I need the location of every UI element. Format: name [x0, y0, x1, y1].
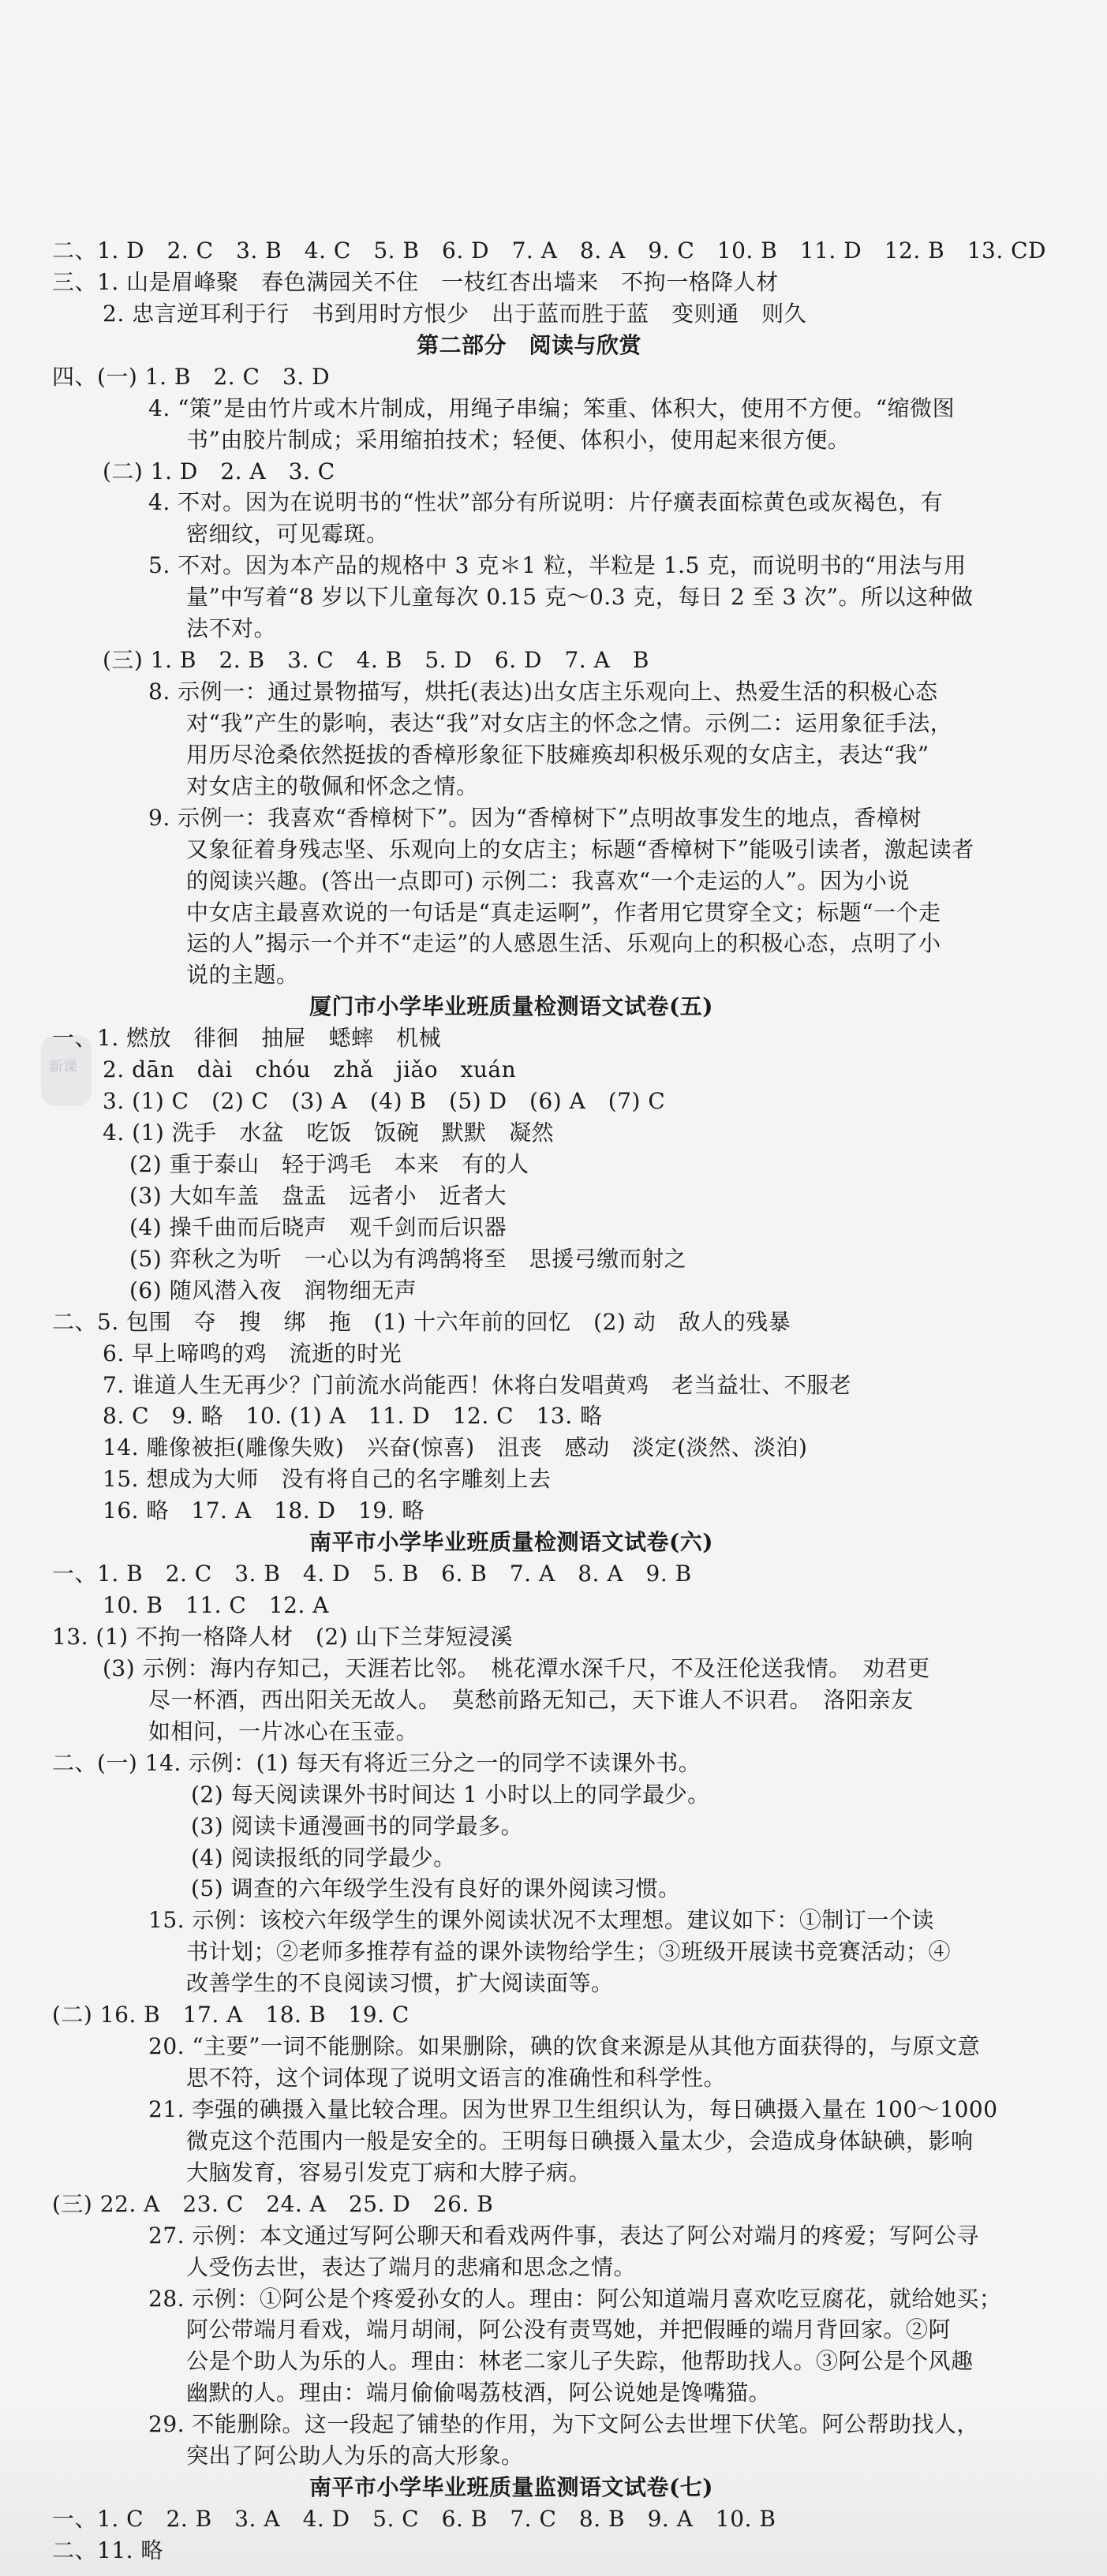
answer-line: 一、1. 燃放 徘徊 抽屉 蟋蟀 机械	[52, 1025, 442, 1051]
answer-line: (3) 阅读卡通漫画书的同学最多。	[191, 1813, 524, 1839]
answer-line: 幽默的人。理由：端月偷偷喝荔枝酒，阿公说她是馋嘴猫。	[186, 2380, 772, 2406]
answer-line: 7. 谁道人生无再少？门前流水尚能西！休将白发唱黄鸡 老当益壮、不服老	[103, 1372, 852, 1398]
answer-line: 15. 示例：该校六年级学生的课外阅读状况不太理想。建议如下：①制订一个读	[148, 1907, 934, 1933]
answer-line: 公是个助人为乐的人。理由：林老二家儿子失踪，他帮助找人。③阿公是个风趣	[186, 2348, 974, 2374]
answer-line: 三、1. 山是眉峰聚 春色满园关不住 一枝红杏出墙来 不拘一格降人材	[52, 269, 779, 295]
answer-line: (2) 每天阅读课外书时间达 1 小时以上的同学最少。	[191, 1782, 710, 1808]
answer-line: 3. (1) C (2) C (3) A (4) B (5) D (6) A (7) C	[103, 1088, 666, 1114]
answer-line: 如相问，一片冰心在玉壶。	[148, 1718, 419, 1744]
answer-line: 书计划；②老师多推荐有益的课外读物给学生；③班级开展读书竞赛活动；④	[186, 1939, 952, 1965]
answer-line: (3) 示例：海内存知己，天涯若比邻。 桃花潭水深千尺，不及汪伦送我情。 劝君更	[103, 1655, 930, 1681]
answer-line: 二、5. 包围 夺 搜 绑 拖 (1) 十六年前的回忆 (2) 动 敌人的残暴	[52, 1309, 791, 1335]
answer-line: 突出了阿公助人为乐的高大形象。	[186, 2443, 524, 2469]
answer-line: 思不符，这个词体现了说明文语言的准确性和科学性。	[186, 2065, 727, 2091]
answer-line: (二) 16. B 17. A 18. B 19. C	[52, 2002, 410, 2028]
answer-line: 尽一杯酒，西出阳关无故人。 莫愁前路无知己，天下谁人不识君。 洛阳亲友	[148, 1687, 914, 1713]
answer-line: 4. “策”是由竹片或木片制成，用绳子串编；笨重、体积大，使用不方便。“缩微图	[148, 395, 956, 421]
answer-line: 二、1. D 2. C 3. B 4. C 5. B 6. D 7. A 8. A 9. C 10. B 11. D 12. B 13. CD	[52, 237, 1046, 264]
answer-line: 28. 示例：①阿公是个疼爱孙女的人。理由：阿公知道端月喜欢吃豆腐花，就给她买；	[148, 2286, 1002, 2312]
answer-line: 27. 示例：本文通过写阿公聊天和看戏两件事，表达了阿公对端月的疼爱；写阿公寻	[148, 2223, 979, 2249]
answer-line: 二、(一) 14. 示例：(1) 每天有将近三分之一的同学不读课外书。	[52, 1750, 701, 1776]
answer-line: 书”由胶片制成；采用缩拍技术；轻便、体积小，使用起来很方便。	[186, 427, 851, 453]
answer-line: 20. “主要”一词不能删除。如果删除，碘的饮食来源是从其他方面获得的，与原文意	[148, 2033, 981, 2059]
answer-line: 4. 不对。因为在说明书的“性状”部分有所说明：片仔癀表面棕黄色或灰褐色，有	[148, 489, 944, 515]
answer-line: 14. 雕像被拒(雕像失败) 兴奋(惊喜) 沮丧 感动 淡定(淡然、淡泊)	[103, 1434, 808, 1460]
answer-line: (2) 重于泰山 轻于鸿毛 本来 有的人	[129, 1151, 529, 1177]
answer-line: 8. 示例一：通过景物描写，烘托(表达)出女店主乐观向上、热爱生活的积极心态	[148, 679, 938, 705]
answer-line: 微克这个范围内一般是安全的。王明每日碘摄入量太少，会造成身体缺碘，影响	[186, 2128, 974, 2154]
answer-line: 又象征着身残志坚、乐观向上的女店主；标题“香樟树下”能吸引读者，激起读者	[186, 836, 974, 862]
answer-line: 2. 忠言逆耳利于行 书到用时方恨少 出于蓝而胜于蓝 变则通 则久	[103, 301, 807, 327]
answer-line: 中女店主最喜欢说的一句话是“真走运啊”，作者用它贯穿全文；标题“一个走	[186, 899, 941, 925]
section-heading: 第二部分 阅读与欣赏	[417, 332, 642, 358]
answer-line: (二) 1. D 2. A 3. C	[103, 458, 335, 484]
exam-title: 南平市小学毕业班质量监测语文试卷(七)	[309, 2474, 713, 2500]
answer-line: 法不对。	[186, 615, 277, 641]
answer-line: 10. B 11. C 12. A	[103, 1592, 330, 1618]
answer-line: (4) 操千曲而后晓声 观千剑而后识器	[129, 1214, 507, 1240]
answer-line: (3) 大如车盖 盘盂 远者小 近者大	[129, 1183, 507, 1209]
answer-line: 16. 略 17. A 18. D 19. 略	[103, 1497, 424, 1524]
answer-line: 阿公带端月看戏，端月胡闹，阿公没有责骂她，并把假睡的端月背回家。②阿	[186, 2316, 952, 2342]
answer-line: 一、1. C 2. B 3. A 4. D 5. C 6. B 7. C 8. B 9. A 10. B	[52, 2506, 776, 2532]
answer-line: (三) 22. A 23. C 24. A 25. D 26. B	[52, 2191, 494, 2217]
answer-line: (5) 调查的六年级学生没有良好的课外阅读习惯。	[191, 1875, 681, 1901]
answer-line: 29. 不能删除。这一段起了铺垫的作用，为下文阿公去世埋下伏笔。阿公帮助找人，	[148, 2411, 979, 2437]
answer-line: (6) 随风潜入夜 润物细无声	[129, 1277, 417, 1303]
answer-line: 9. 示例一：我喜欢“香樟树下”。因为“香樟树下”点明故事发生的地点，香樟树	[148, 805, 922, 831]
answer-line: 13. (1) 不拘一格降人材 (2) 山下兰芽短浸溪	[52, 1624, 514, 1650]
exam-title: 厦门市小学毕业班质量检测语文试卷(五)	[309, 993, 713, 1019]
answer-line: (4) 阅读报纸的同学最少。	[191, 1845, 456, 1871]
answer-line: 改善学生的不良阅读习惯，扩大阅读面等。	[186, 1970, 614, 1996]
answer-line: 说的主题。	[186, 962, 299, 988]
answer-line: 对“我”产生的影响，表达“我”对女店主的怀念之情。示例二：运用象征手法，	[186, 710, 953, 736]
answer-line: 6. 早上啼鸣的鸡 流逝的时光	[103, 1340, 402, 1367]
answer-line: 21. 李强的碘摄入量比较合理。因为世界卫生组织认为，每日碘摄入量在 100～1000	[148, 2096, 998, 2122]
answer-line: 运的人”揭示一个并不“走运”的人感恩生活、乐观向上的积极心态，点明了小	[186, 930, 941, 956]
answer-line: 4. (1) 洗手 水盆 吃饭 饭碗 默默 凝然	[103, 1120, 555, 1146]
answer-line: 量”中写着“8 岁以下儿童每次 0.15 克～0.3 克，每日 2 至 3 次”。所以这种做	[186, 584, 974, 610]
answer-line: 15. 想成为大师 没有将自己的名字雕刻上去	[103, 1466, 552, 1492]
answer-line: 人受伤去世，表达了端月的悲痛和思念之情。	[186, 2254, 637, 2280]
answer-line: (5) 弈秋之为听 一心以为有鸿鹄将至 思援弓缴而射之	[129, 1246, 687, 1272]
answer-line: 四、(一) 1. B 2. C 3. D	[52, 364, 331, 390]
answer-line: 的阅读兴趣。(答出一点即可) 示例二：我喜欢“一个走运的人”。因为小说	[186, 868, 910, 894]
answer-line: 8. C 9. 略 10. (1) A 11. D 12. C 13. 略	[103, 1403, 603, 1429]
exam-title: 南平市小学毕业班质量检测语文试卷(六)	[309, 1529, 713, 1555]
answer-line: 一、1. B 2. C 3. B 4. D 5. B 6. B 7. A 8. A 9. B	[52, 1561, 692, 1587]
stamp-watermark: 新课	[41, 1035, 92, 1106]
answer-line: 二、11. 略	[52, 2537, 163, 2563]
answer-line: 对女店主的敬佩和怀念之情。	[186, 773, 479, 799]
answer-line: 2. dān dài chóu zhǎ jiǎo xuán	[103, 1056, 517, 1082]
answer-line: (三) 1. B 2. B 3. C 4. B 5. D 6. D 7. A B	[103, 647, 649, 673]
answer-line: 5. 不对。因为本产品的规格中 3 克＊1 粒，半粒是 1.5 克，而说明书的“用法与用	[148, 552, 967, 578]
answer-line: 大脑发育，容易引发克丁病和大脖子病。	[186, 2159, 592, 2185]
answer-line: 用历尽沧桑依然挺拔的香樟形象征下肢瘫痪却积极乐观的女店主，表达“我”	[186, 742, 929, 768]
answer-line: 密细纹，可见霉斑。	[186, 521, 389, 547]
